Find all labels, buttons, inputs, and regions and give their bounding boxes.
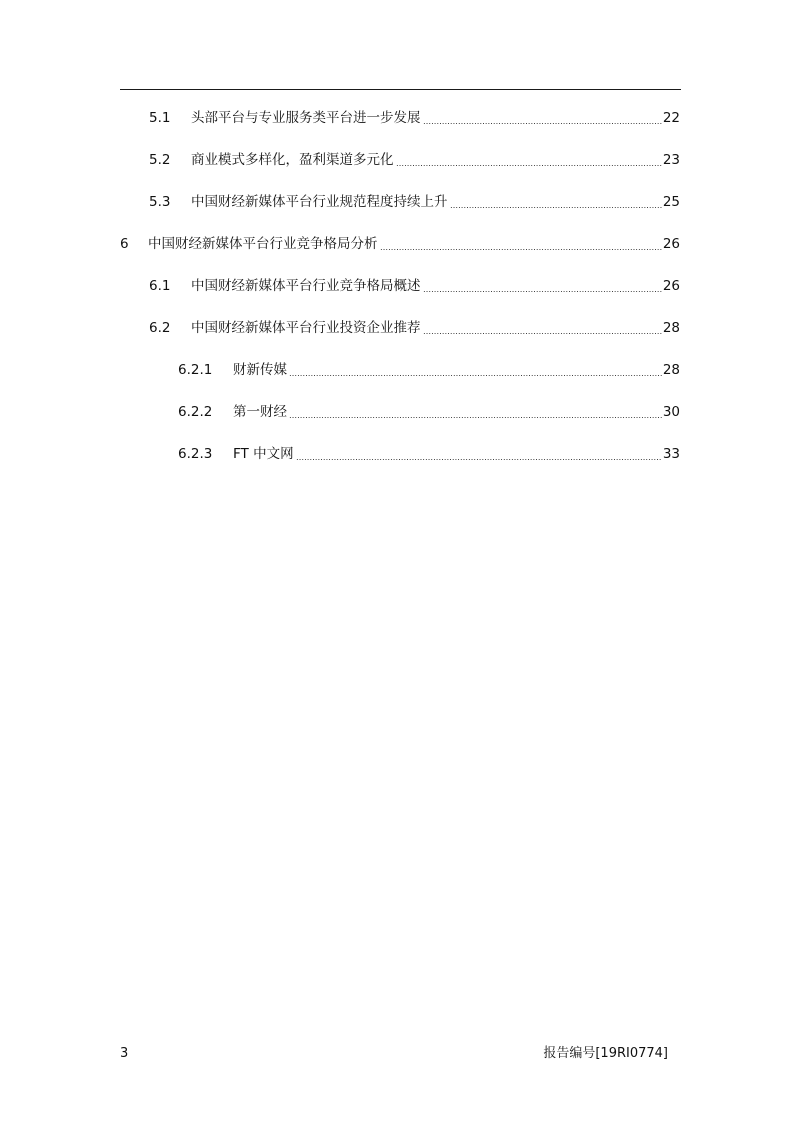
dot-leader (396, 150, 662, 170)
toc-entry-6-1[interactable] (149, 276, 680, 296)
toc-entry-number: 5.3 (149, 194, 171, 210)
toc-entry-number: 5.1 (149, 110, 171, 126)
toc-entry-page: 22 (662, 110, 680, 126)
toc-entry-6-2-3[interactable] (178, 444, 680, 464)
footer-report-number: 报告编号[19RI0774] (543, 1046, 668, 1061)
toc-entry-title: 中国财经新媒体平台行业竞争格局概述 (191, 278, 421, 294)
toc-entry-number: 6.2.1 (178, 362, 213, 378)
toc-entry-page: 23 (662, 152, 680, 168)
toc-entry-5-2[interactable] (149, 150, 680, 170)
dot-leader (423, 276, 662, 296)
toc-entry-title: 中国财经新媒体平台行业规范程度持续上升 (191, 194, 448, 210)
dot-leader (289, 402, 662, 422)
toc-entry-number: 6.2.2 (178, 404, 213, 420)
toc-entry-number: 6.1 (149, 278, 171, 294)
toc-entry-number: 5.2 (149, 152, 171, 168)
toc-entry-number: 6 (120, 236, 129, 252)
toc-entry-number: 6.2 (149, 320, 171, 336)
toc-entry-page: 28 (662, 320, 680, 336)
dot-leader (380, 234, 662, 254)
dot-leader (289, 360, 662, 380)
toc-entry-number: 6.2.3 (178, 446, 213, 462)
toc-entry-title: 商业模式多样化，盈利渠道多元化 (191, 152, 394, 168)
toc-entry-page: 28 (662, 362, 680, 378)
toc-entry-page: 26 (662, 278, 680, 294)
toc-entry-5-3[interactable] (149, 192, 680, 212)
toc-entry-page: 25 (662, 194, 680, 210)
toc-entry-title: 财新传媒 (233, 362, 287, 378)
dot-leader (450, 192, 662, 212)
toc-entry-title: 第一财经 (233, 404, 287, 420)
toc-entry-6-2-1[interactable] (178, 360, 680, 380)
toc-entry-title: 头部平台与专业服务类平台进一步发展 (191, 110, 421, 126)
toc-entry-title: 中国财经新媒体平台行业竞争格局分析 (148, 236, 378, 252)
toc-entry-page: 30 (662, 404, 680, 420)
toc-entry-title: FT 中文网 (233, 446, 294, 462)
dot-leader (423, 318, 662, 338)
dot-leader (423, 108, 662, 128)
toc-entry-title: 中国财经新媒体平台行业投资企业推荐 (191, 320, 421, 336)
dot-leader (296, 444, 662, 464)
toc-entry-6-2[interactable] (149, 318, 680, 338)
header-rule (120, 89, 681, 90)
toc-entry-page: 33 (662, 446, 680, 462)
toc-entry-6-2-2[interactable] (178, 402, 680, 422)
toc-entry-page: 26 (662, 236, 680, 252)
toc-entry-6[interactable] (120, 234, 680, 254)
footer-page-number: 3 (120, 1046, 129, 1061)
toc-entry-5-1[interactable] (149, 108, 680, 128)
